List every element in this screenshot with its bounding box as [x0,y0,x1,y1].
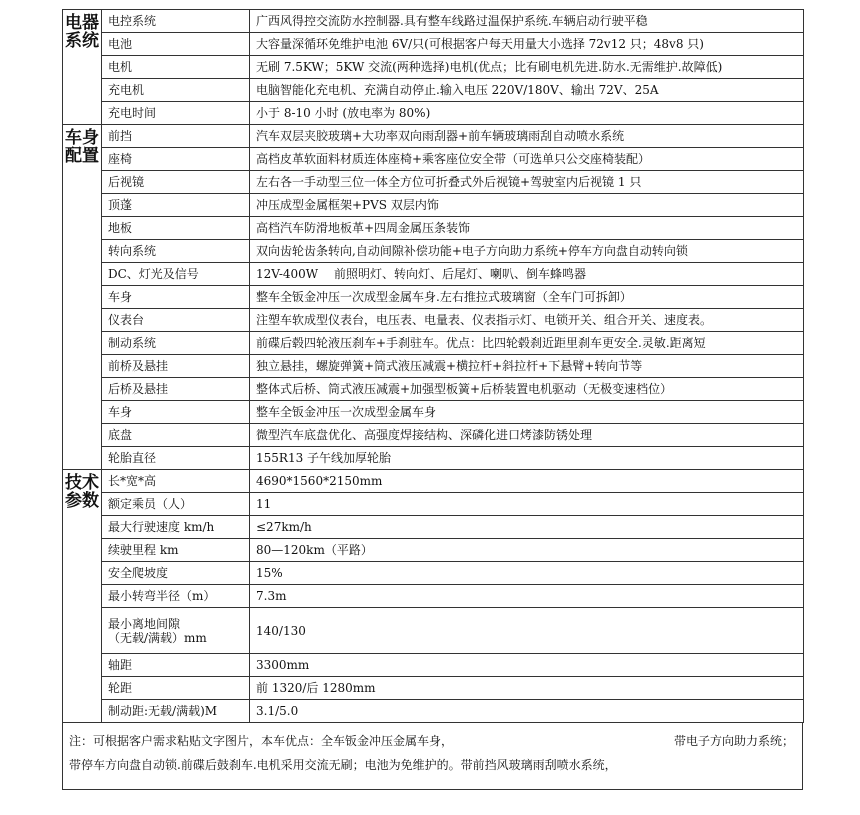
spec-label: 续驶里程 km [102,539,250,562]
spec-value: 双向齿轮齿条转向,自动间隙补偿功能+电子方向助力系统+停车方向盘自动转向锁 [250,240,804,263]
spec-label: 电控系统 [102,10,250,33]
spec-label: DC、灯光及信号 [102,263,250,286]
spec-value: 汽车双层夹胶玻璃+大功率双向雨刮器+前车辆玻璃雨刮自动喷水系统 [250,125,804,148]
spec-row [63,171,804,194]
spec-value: 7.3m [250,585,804,608]
section-title-cell [63,470,102,723]
spec-label: 座椅 [102,148,250,171]
spec-row [63,608,804,654]
spec-label: 转向系统 [102,240,250,263]
spec-sheet [62,9,803,806]
spec-label: 轮距 [102,677,250,700]
spec-table [62,9,804,723]
section-title: 车身配置 [65,128,99,166]
spec-value: 无刷 7.5KW；5KW 交流(两种选择)电机(优点；比有刷电机先进.防水.无需维护.故障低) [250,56,804,79]
spec-row [63,263,804,286]
spec-value: 155R13 子午线加厚轮胎 [250,447,804,470]
spec-row [63,286,804,309]
spec-row [63,240,804,263]
footnote-line-1-right: 带电子方向助力系统； [673,734,794,748]
spec-value: 前碟后毂四轮液压刹车+手刹驻车。优点：比四轮毂刹近距里刹车更安全.灵敏.距离短 [250,332,804,355]
spec-value: 高档皮革软面料材质连体座椅+乘客座位安全带（可选单只公交座椅装配） [250,148,804,171]
spec-row [63,470,804,493]
spec-label: 制动系统 [102,332,250,355]
spec-row [63,217,804,240]
section-title-cell [63,125,102,470]
spec-label: 制动距:无载/满载)M [102,700,250,723]
spec-row [63,125,804,148]
spec-value: 140/130 [250,608,804,654]
spec-value: 冲压成型金属框架+PVS 双层内饰 [250,194,804,217]
spec-label: 电池 [102,33,250,56]
section-title-cell [63,10,102,125]
spec-row [63,56,804,79]
spec-label: 前挡 [102,125,250,148]
spec-label: 后视镜 [102,171,250,194]
spec-value: 12V-400W 前照明灯、转向灯、后尾灯、喇叭、倒车蜂鸣器 [250,263,804,286]
spec-row [63,309,804,332]
spec-label: 后桥及悬挂 [102,378,250,401]
spec-row [63,79,804,102]
spec-row [63,355,804,378]
spec-row [63,424,804,447]
spec-value: 整车全钣金冲压一次成型金属车身.左右推拉式玻璃窗（全车门可拆卸） [250,286,804,309]
spec-label: 最大行驶速度 km/h [102,516,250,539]
spec-value: 高档汽车防滑地板革+四周金属压条装饰 [250,217,804,240]
spec-label: 最小转弯半径（m） [102,585,250,608]
spec-label: 电机 [102,56,250,79]
spec-value: 电脑智能化充电机、充满自动停止.输入电压 220V/180V、输出 72V、25A [250,79,804,102]
spec-row [63,102,804,125]
spec-row [63,194,804,217]
spec-label: 额定乘员（人） [102,493,250,516]
spec-row [63,654,804,677]
spec-row [63,148,804,171]
spec-label: 充电时间 [102,102,250,125]
spec-label: 安全爬坡度 [102,562,250,585]
spec-label: 轴距 [102,654,250,677]
spec-value: 80—120km（平路） [250,539,804,562]
spec-label: 顶蓬 [102,194,250,217]
spec-value: 小于 8-10 小时 (放电率为 80%) [250,102,804,125]
spec-value: 整体式后桥、筒式液压减震+加强型板簧+后桥装置电机驱动（无极变速档位） [250,378,804,401]
spec-row [63,493,804,516]
spec-row [63,401,804,424]
spec-label: 充电机 [102,79,250,102]
spec-label: 车身 [102,401,250,424]
spec-value: 广西风得控交流防水控制器.具有整车线路过温保护系统.车辆启动行驶平稳 [250,10,804,33]
spec-row [63,539,804,562]
spec-value: 微型汽车底盘优化、高强度焊接结构、深磷化进口烤漆防锈处理 [250,424,804,447]
spec-value: 15% [250,562,804,585]
spec-row [63,700,804,723]
footnote-line-1: 注：可根据客户需求粘贴文字图片，本车优点：全车钣金冲压金属车身， [69,734,454,748]
spec-value: 前 1320/后 1280mm [250,677,804,700]
spec-value: 11 [250,493,804,516]
spec-row [63,10,804,33]
spec-value: 大容量深循环免维护电池 6V/只(可根据客户每天用量大小选择 72v12 只；48v8 只) [250,33,804,56]
spec-value: 左右各一手动型三位一体全方位可折叠式外后视镜+驾驶室内后视镜 1 只 [250,171,804,194]
spec-row [63,677,804,700]
spec-label: 地板 [102,217,250,240]
spec-row [63,447,804,470]
spec-label: 前桥及悬挂 [102,355,250,378]
spec-value: 独立悬挂，螺旋弹簧+筒式液压减震+横拉杆+斜拉杆+下悬臂+转向节等 [250,355,804,378]
spec-label: 车身 [102,286,250,309]
spec-label: 仪表台 [102,309,250,332]
spec-value: 注塑车软成型仪表台，电压表、电量表、仪表指示灯、电锁开关、组合开关、速度表。 [250,309,804,332]
spec-row [63,332,804,355]
section-title: 技术参数 [65,473,99,511]
spec-value: 4690*1560*2150mm [250,470,804,493]
spec-value: 整车全钣金冲压一次成型金属车身 [250,401,804,424]
footnote [62,723,803,790]
spec-label: 最小离地间隙 （无载/满载）mm [102,608,250,654]
spec-row [63,585,804,608]
spec-label: 长*宽*高 [102,470,250,493]
section-title: 电器系统 [65,13,99,51]
spec-label: 轮胎直径 [102,447,250,470]
spec-row [63,33,804,56]
spec-label: 底盘 [102,424,250,447]
spec-value: 3300mm [250,654,804,677]
spec-row [63,562,804,585]
spec-value: ≤27km/h [250,516,804,539]
spec-row [63,378,804,401]
spec-row [63,516,804,539]
footnote-line-2: 带停车方向盘自动锁.前碟后鼓刹车.电机采用交流无刷；电池为免维护的。带前挡风玻璃雨刮喷水系统， [69,758,617,772]
spec-value: 3.1/5.0 [250,700,804,723]
